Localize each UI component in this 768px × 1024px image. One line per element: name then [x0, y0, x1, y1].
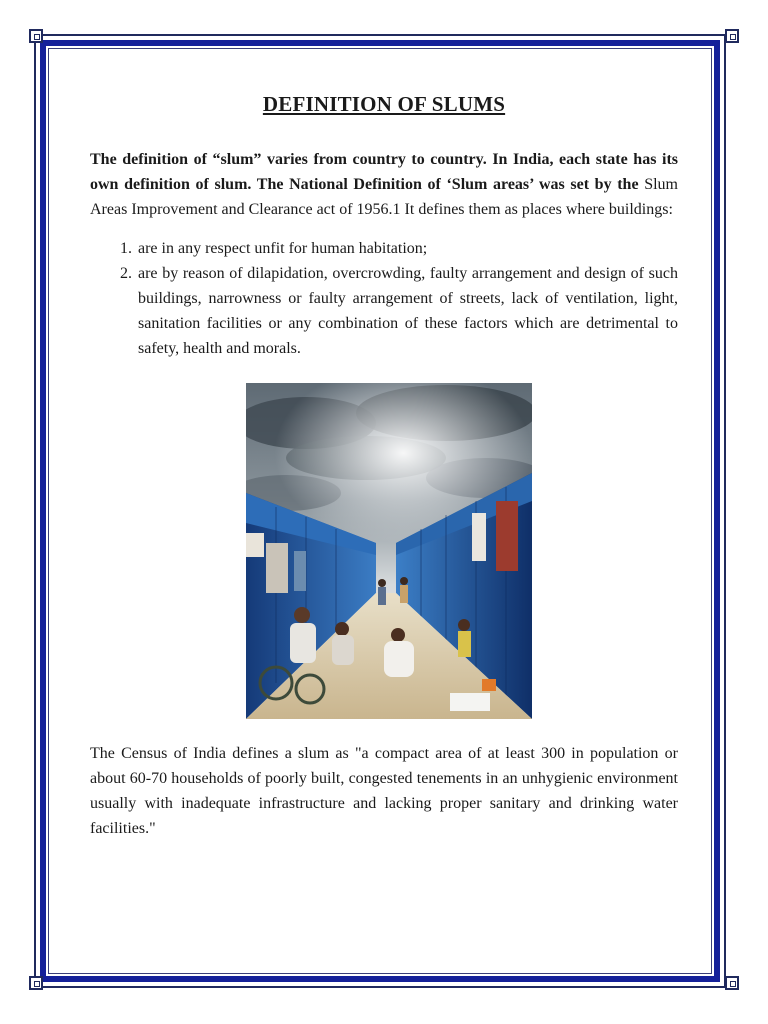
border-corner-bottom-left — [29, 976, 43, 990]
border-corner-top-right — [725, 29, 739, 43]
page-title: DEFINITION OF SLUMS — [262, 92, 506, 116]
intro-regular-text: Slum Areas Improvement and Clearance act of 1956.1 It defines them as places where buildings: — [90, 176, 678, 218]
criteria-list — [90, 236, 678, 361]
list-item: 2. are by reason of dilapidation, overcrowding, faulty arrangement and design of such buildings, narrowness or faulty arrangement of streets, lack of ventilation, light, sanitation facilities or any combination of these factors which are detrimental to safety, health and morals. — [136, 261, 678, 361]
intro-paragraph — [90, 147, 678, 222]
border-corner-bottom-right — [725, 976, 739, 990]
list-item: 1. are in any respect unfit for human habitation; — [136, 236, 678, 261]
census-paragraph: The Census of India defines a slum as "a compact area of at least 300 in population or about 60-70 households of poorly built, congested tenements in an unhygienic environment usually with inadequate infrastructure and lacking proper sanitary and drinking water facilities." — [90, 745, 678, 837]
slum-street-photo — [246, 383, 532, 719]
photo-illustration — [246, 383, 532, 719]
border-corner-top-left — [29, 29, 43, 43]
page-content — [90, 92, 678, 841]
intro-bold-text: The definition of “slum” varies from country to country. In India, each state has its own definition of slum. The National Definition of ‘Slum areas’ was set by the — [90, 151, 678, 193]
